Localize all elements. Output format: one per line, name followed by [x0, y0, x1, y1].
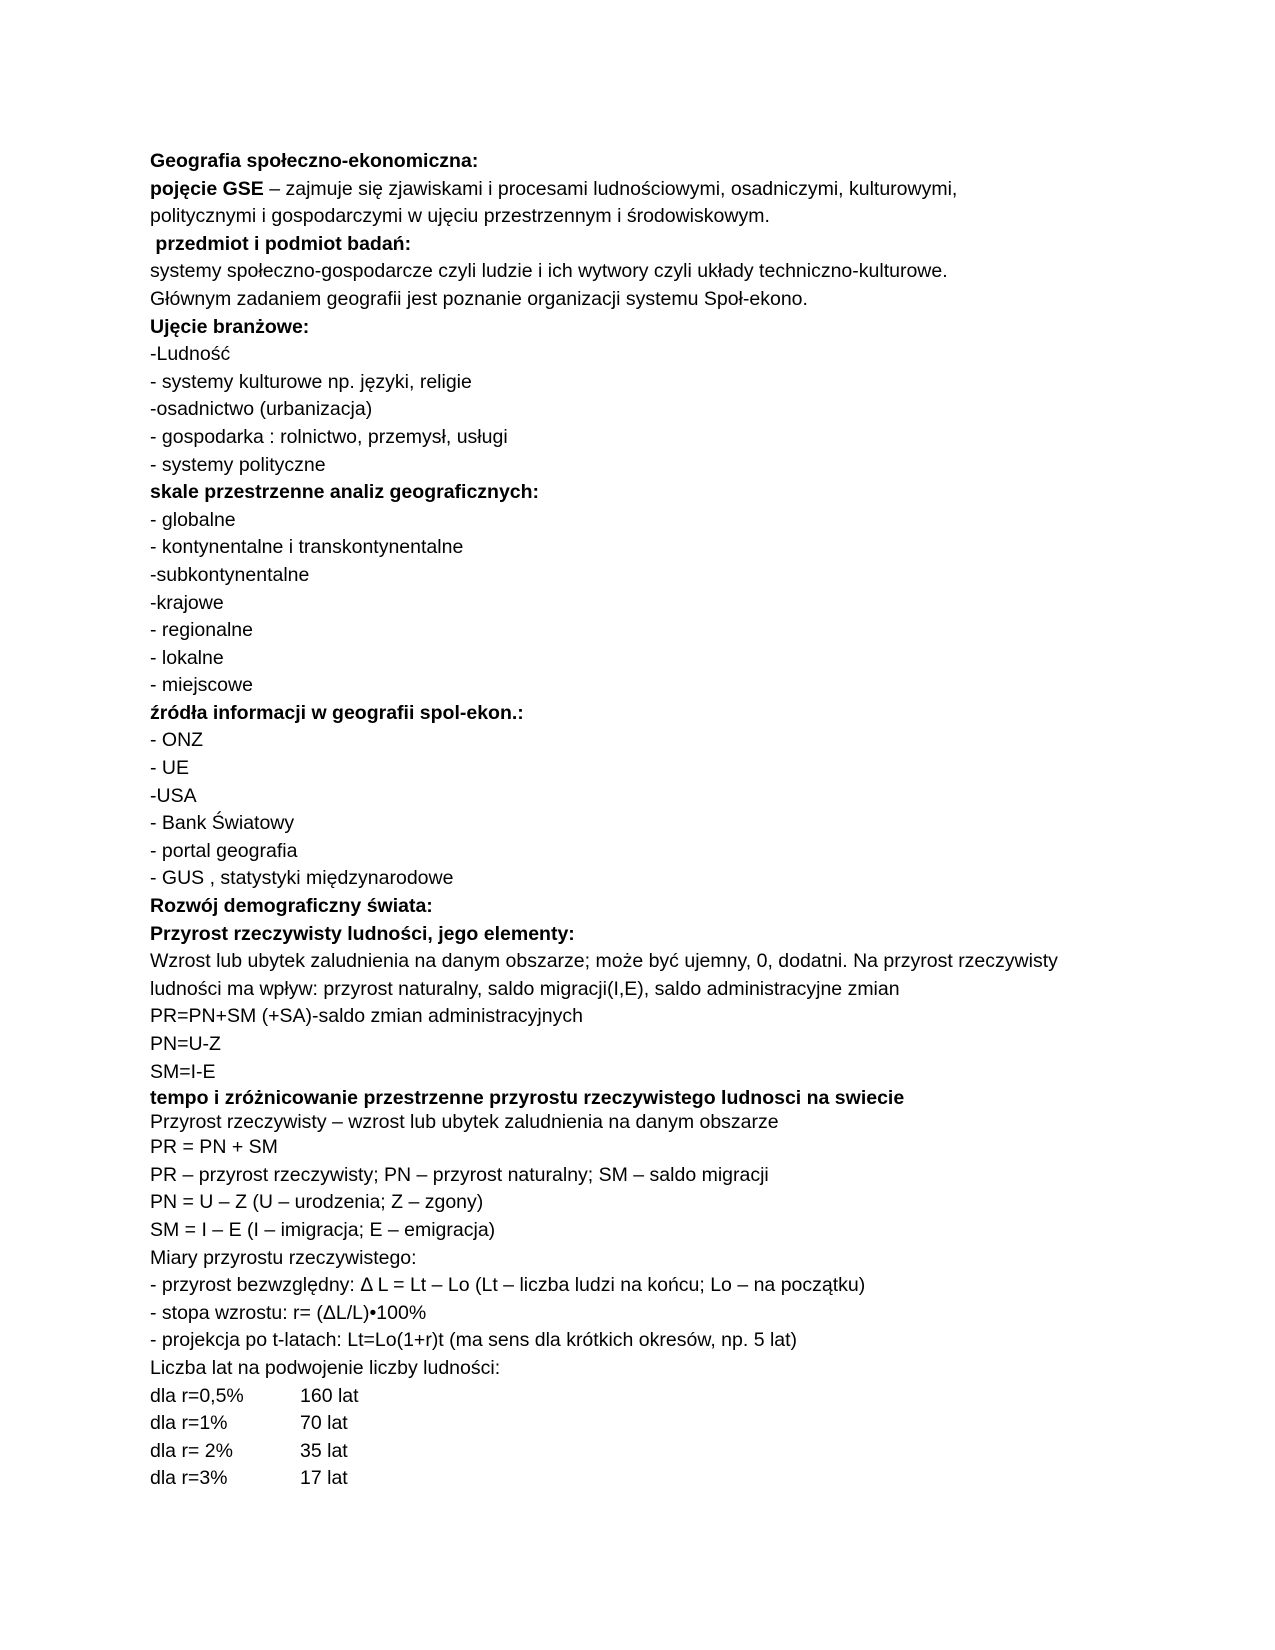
- tempo-line: Miary przyrostu rzeczywistego:: [150, 1246, 417, 1269]
- gse-definition-line-1: [150, 176, 1160, 204]
- gse-term: pojęcie GSE: [150, 177, 264, 200]
- list-item: -osadnictwo (urbanizacja): [150, 398, 373, 421]
- branch-heading: Ujęcie branżowe:: [150, 315, 310, 338]
- doubling-table: [150, 1383, 1160, 1493]
- list-item: - kontynentalne i transkontynentalne: [150, 536, 464, 559]
- tempo-line: SM = I – E (I – imigracja; E – emigracja): [150, 1218, 496, 1241]
- list-item: - miejscowe: [150, 674, 253, 697]
- rate-cell: dla r=0,5%: [150, 1384, 244, 1407]
- list-item: - lokalne: [150, 646, 224, 669]
- subject-line-2: Głównym zadaniem geografii jest poznanie organizacji systemu Społ-ekono.: [150, 287, 808, 310]
- list-item: -USA: [150, 784, 197, 807]
- gse-definition-line-2: politycznymi i gospodarczymi w ujęciu przestrzennym i środowiskowym.: [150, 205, 770, 228]
- rate-cell: dla r=1%: [150, 1412, 228, 1435]
- tempo-line: - projekcja po t-latach: Lt=Lo(1+r)t (ma sens dla krótkich okresów, np. 5 lat): [150, 1329, 798, 1352]
- sources-heading: źródła informacji w geografii spol-ekon.:: [150, 701, 524, 724]
- scales-heading: skale przestrzenne analiz geograficznych:: [150, 481, 540, 504]
- rate-cell: dla r= 2%: [150, 1439, 233, 1462]
- table-row: [150, 1410, 1160, 1438]
- list-item: - systemy polityczne: [150, 453, 326, 476]
- tempo-heading: tempo i zróżnicowanie przestrzenne przyrostu rzeczywistego ludnosci na swiecie: [150, 1087, 905, 1110]
- gse-definition-text: – zajmuje się zjawiskami i procesami ludnościowymi, osadniczymi, kulturowymi,: [263, 177, 958, 200]
- subject-heading: przedmiot i podmiot badań:: [150, 232, 412, 255]
- tempo-line: Liczba lat na podwojenie liczby ludności:: [150, 1356, 501, 1379]
- list-item: - regionalne: [150, 619, 253, 642]
- tempo-line: PR – przyrost rzeczywisty; PN – przyrost naturalny; SM – saldo migracji: [150, 1163, 769, 1186]
- tempo-line: - stopa wzrostu: r= (ΔL/L)•100%: [150, 1301, 427, 1324]
- tempo-line: PR = PN + SM: [150, 1136, 278, 1159]
- growth-line: PR=PN+SM (+SA)-saldo zmian administracyjnych: [150, 1005, 583, 1028]
- demography-heading: Rozwój demograficzny świata:: [150, 895, 433, 918]
- list-item: - gospodarka : rolnictwo, przemysł, usługi: [150, 425, 508, 448]
- table-row: [150, 1383, 1160, 1411]
- list-item: - portal geografia: [150, 839, 298, 862]
- list-item: - GUS , statystyki międzynarodowe: [150, 867, 454, 890]
- list-item: - systemy kulturowe np. języki, religie: [150, 370, 472, 393]
- tempo-line: - przyrost bezwzględny: Δ L = Lt – Lo (Lt – liczba ludzi na końcu; Lo – na początku): [150, 1274, 866, 1297]
- growth-line: ludności ma wpływ: przyrost naturalny, saldo migracji(I,E), saldo administracyjne zmian: [150, 977, 900, 1000]
- years-cell: 35 lat: [300, 1439, 348, 1462]
- years-cell: 160 lat: [300, 1384, 359, 1407]
- list-item: -subkontynentalne: [150, 563, 310, 586]
- growth-line: PN=U-Z: [150, 1033, 221, 1055]
- list-item: -Ludność: [150, 343, 231, 366]
- growth-line: SM=I-E: [150, 1060, 216, 1083]
- list-item: -krajowe: [150, 591, 224, 614]
- tempo-line: Przyrost rzeczywisty – wzrost lub ubytek zaludnienia na danym obszarze: [150, 1111, 779, 1134]
- years-cell: 70 lat: [300, 1412, 348, 1435]
- growth-line: Wzrost lub ubytek zaludnienia na danym obszarze; może być ujemny, 0, dodatni. Na przyrost rzeczywisty: [150, 950, 1058, 973]
- document-page: [150, 148, 1160, 1493]
- table-row: [150, 1438, 1160, 1466]
- rate-cell: dla r=3%: [150, 1467, 228, 1490]
- list-item: - globalne: [150, 508, 236, 531]
- table-row: [150, 1465, 1160, 1493]
- list-item: - Bank Światowy: [150, 812, 295, 835]
- list-item: - ONZ: [150, 729, 204, 752]
- document-title: Geografia społeczno-ekonomiczna:: [150, 150, 479, 172]
- tempo-line: PN = U – Z (U – urodzenia; Z – zgony): [150, 1191, 484, 1214]
- growth-heading: Przyrost rzeczywisty ludności, jego elementy:: [150, 922, 575, 945]
- subject-line-1: systemy społeczno-gospodarcze czyli ludzie i ich wytwory czyli układy techniczno-kulturowe.: [150, 260, 948, 283]
- years-cell: 17 lat: [300, 1467, 348, 1490]
- list-item: - UE: [150, 757, 189, 780]
